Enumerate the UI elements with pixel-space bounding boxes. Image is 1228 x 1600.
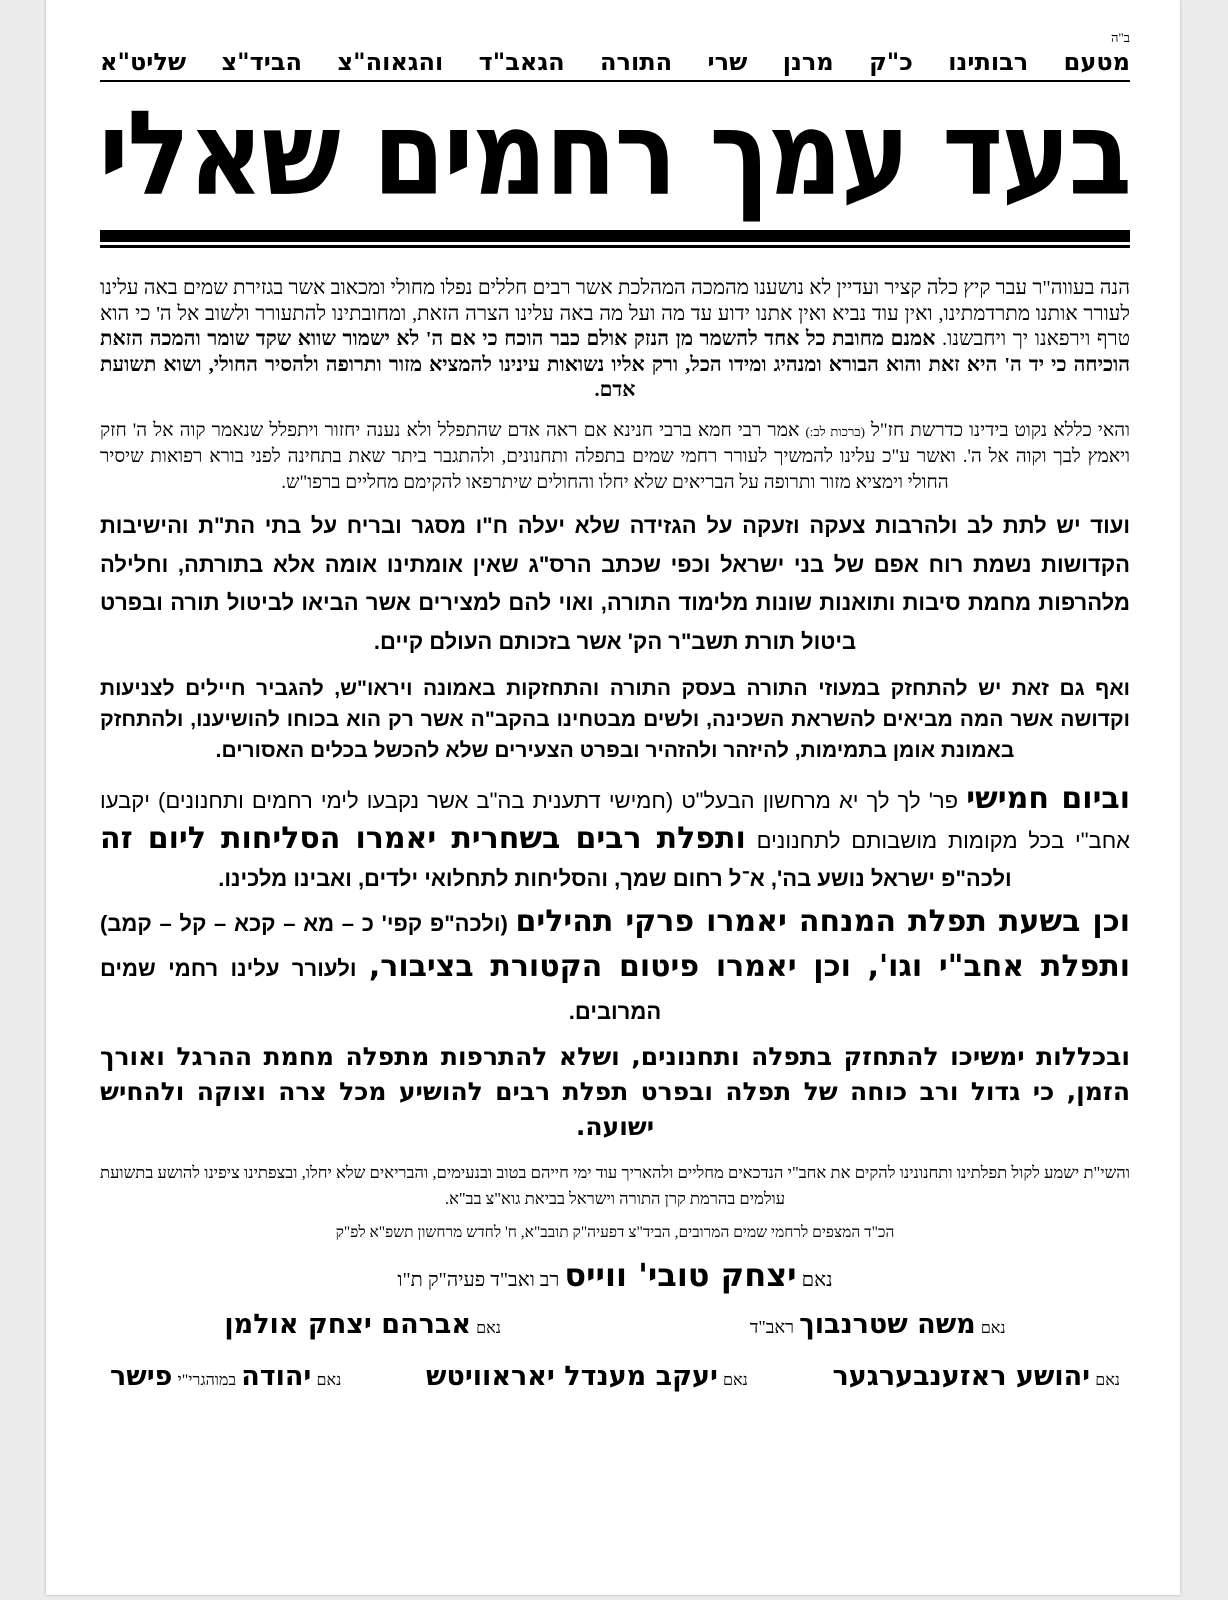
signature-row-2: [100, 1356, 1130, 1398]
document-page: [46, 0, 1180, 1595]
paragraph-5: [100, 780, 1130, 898]
paragraph-6-lead: וכן בשעת תפלת המנחה יאמרו פרקי תהילים: [515, 904, 1131, 939]
signature-6-middle: במוהגרי"י: [177, 1372, 237, 1389]
paragraph-1-bold: אמנם מחובת כל אחד להשמר מן הנזק אולם כבר הוכח כי אם ה' לא ישמור שווא שקד שומר והמכה הזאת הוכיחה כי יד ה' היא זאת והוא הבורא ומנהיג ומידו הכל, ורק אליו נשואות עינינו להמציא מזור ותרופה ולהסיר החולי, ושוא תשועת אדם.: [100, 328, 1130, 401]
paragraph-1: [100, 276, 1130, 404]
signature-3-name: אברהם יצחק אולמן: [224, 1309, 472, 1340]
signature-6-name: יהודה: [241, 1361, 312, 1392]
signature-prefix: נאם: [801, 1269, 833, 1291]
signature-prefix: נאם: [1095, 1372, 1120, 1389]
signature-5-name: יעקב מענדל יאראוויטש: [426, 1361, 718, 1392]
paragraph-1-text: הנה בעווה"ר עבר קיץ כלה קציר ועדיין לא נושענו מהמכה המהלכת אשר רבים חללים נפלו מחולי ומכאוב אשר בגזירת שמים באה עלינו לעורר אותנו מתרדמתינו, ואין עוד נביא ואין אתנו ידוע עד מה ועל מה באה עלינו הצרה הזאת, ומחובתינו להתעורר ולשוב אל ה' כי הוא טרף וירפאנו יך ויחבשנו.: [100, 277, 1130, 350]
signature-main-title: רב ואב"ד פעיה"ק ת"ו: [397, 1269, 560, 1291]
paragraph-4: ואף גם זאת יש להתחזק במעוזי התורה בעסק התורה והתחזקות באמונה ויראו"ש, להגביר חיילים לצניעות וקדושה אשר המה מביאים להשראת השכינה, ולשים מבטחינו בהקב"ה אשר רק הוא בכוחו להושיענו, ולהתחזק באמונת אומן בתמימות, להיזהר ולהזהיר ובפרט הצעירים שלא להכשל בכלים האסורים.: [100, 677, 1130, 762]
header-line: מטעם רבותינו כ"ק מרנן שרי התורה הגאב"ד והגאוה"צ הביד"צ שליט"א: [100, 46, 1130, 82]
signature-4: [833, 1356, 1120, 1398]
paragraph-2: [100, 418, 1130, 496]
signature-2: [750, 1304, 1006, 1346]
paragraph-6-psalms: (ולכה"פ קפי' כ – מא – קכא – קל – קמב): [100, 911, 508, 936]
paragraph-6-text-cont: ולעורר עלינו רחמי שמים המרובים.: [100, 956, 662, 1024]
signature-2-name: משה שטרנבוך: [799, 1309, 976, 1340]
signature-2-title: ראב"ד: [749, 1317, 795, 1337]
signature-main: [100, 1252, 1130, 1298]
signature-prefix: נאם: [722, 1372, 748, 1389]
signature-main-name: יצחק טובי' ווייס: [564, 1256, 797, 1294]
dated-line: הכ"ד המצפים לרחמי שמים המרובים, הביד"צ דפעיה"ק תובב"א, ח' לחדש מרחשון תשפ"א לפ"ק: [335, 1224, 895, 1241]
paragraph-3: ועוד יש לתת לב ולהרבות צעקה וזעקה על הגזידה שלא יעלה ח"ו מסגר ובריח על בתי הת"ת והישיבות הקדושות נשמת רוח אפם של בני ישראל וכפי שכתב הרס"ג שאין אומתינו אומה אלא בתורתה, וחלילה מלהרפות מחמת סיבות ותואנות שונות מלימוד התורה, ואוי להם למצירים אשר הביאו לביטול תורה ובפרט ביטול תורת תשב"ר הק' אשר בזכותם העולם קיים.: [100, 513, 1130, 654]
paragraph-6: [100, 900, 1130, 1033]
signature-prefix: נאם: [476, 1320, 501, 1337]
paragraph-2-text: והאי כללא נקוט בידינו כדרשת חז"ל: [871, 419, 1131, 441]
signature-4-name: יהושע ראזענבערגער: [832, 1361, 1091, 1392]
title-divider: [100, 230, 1130, 242]
page-title: בעד עמך רחמים שאלי: [98, 84, 1130, 222]
signature-prefix: נאם: [316, 1372, 342, 1389]
signature-row-1: [100, 1304, 1130, 1346]
signature-3: [224, 1304, 501, 1346]
bh-mark: ב"ה: [1110, 30, 1130, 45]
signature-prefix: נאם: [980, 1320, 1006, 1337]
paragraph-2-text-cont: אמר רבי חמא ברבי חנינא אם ראה אדם שהתפלל ולא נענה יחזור ויתפלל שנאמר קוה אל ה' חזק ויאמץ לבך וקוה אל ה'. ואשר ע"כ עלינו להמשיך לעורר רחמי שמים בתפלה ותחנונים, ולהתגבר ביתר שאת בתחינה לפני בורא רפואות שיסיר החולי וימציא מזור ותרופה על הבריאים שלא יחלו והחולים שיתרפאו להקימם מחליים ברפו"ש.: [100, 419, 1130, 493]
paragraph-7: ובכללות ימשיכו להתחזק בתפלה ותחנונים, ושלא להתרפות מתפלה מחמת ההרגל ואורך הזמן, כי גדול ורב כוחה של תפלה ובפרט תפלת רבים להושיע מכל צרה וצוקה ולהחיש ישועה.: [100, 1042, 1130, 1141]
paragraph-6-emphasis: ותפלת אחב"י וגו', וכן יאמרו פיטום הקטורת בציבור,: [368, 949, 1130, 984]
paragraph-8: והשי"ת ישמע לקול תפלתינו ותחנונינו להקים את אחב"י הנדכאים מחליים ולהאריך עוד ימי חייהם בטוב ובנעימים, והבריאים שלא יחלו, ובצפתינו ציפינו להושע בתשועת עולמים בהרמת קרן התורה וישראל בביאת גוא"צ בב"א.: [100, 1163, 1130, 1208]
paragraph-5-lead: וביום חמישי: [966, 781, 1130, 816]
signature-5: [426, 1356, 748, 1398]
paragraph-2-reference: (ברכות לב:): [805, 423, 865, 439]
signature-6-last: פישר: [110, 1361, 173, 1392]
proclamation: [100, 30, 1130, 1398]
signature-6: [110, 1356, 341, 1398]
paragraph-5-text-cont: ולכה"פ ישראל נושע בה', א־ל רחום שמך, והסליחות לתחלואי ילדים, ואבינו מלכינו.: [218, 866, 1012, 891]
paragraph-5-text: פר' לך לך יא מרחשון הבעל"ט (חמישי דתענית בה"ב אשר נקבעו לימי רחמים ותחנונים) יקבעו אחב"י בכל מקומות מושבותם לתחנונים: [100, 788, 1130, 853]
paragraph-5-emphasis: ותפלת רבים בשחרית יאמרו הסליחות ליום זה: [100, 821, 746, 856]
